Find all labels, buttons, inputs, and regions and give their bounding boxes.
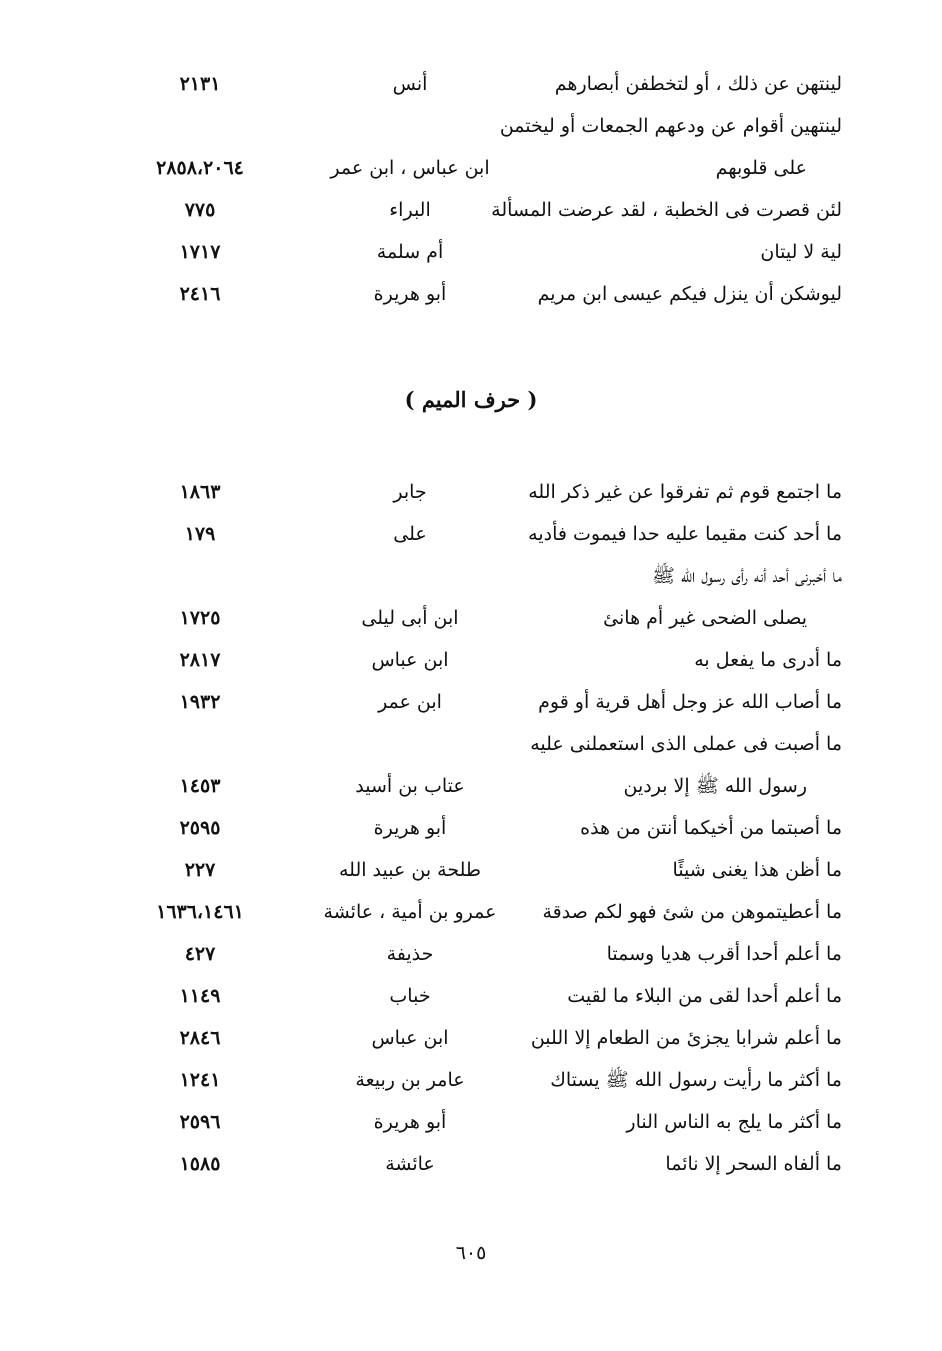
index-entry bbox=[0, 1018, 942, 1058]
hadith-text: ما أصبت فى عملى الذى استعملنى عليه bbox=[530, 733, 842, 755]
hadith-text: ما أعطيتموهن من شئ فهو لكم صدقة bbox=[542, 901, 842, 923]
hadith-text: ما اجتمع قوم ثم تفرقوا عن غير ذكر الله bbox=[528, 481, 842, 503]
hadith-number: ١٨٦٣ bbox=[179, 481, 221, 503]
index-entry bbox=[0, 106, 942, 146]
hadith-number: ٤٢٧ bbox=[184, 943, 216, 965]
index-entry bbox=[0, 1102, 942, 1142]
narrator: على bbox=[393, 523, 427, 545]
narrator: عمرو بن أمية ، عائشة bbox=[323, 901, 497, 923]
hadith-text: ما أحد كنت مقيما عليه حدا فيموت فأديه bbox=[528, 523, 842, 545]
hadith-number: ٢١٣١ bbox=[179, 73, 221, 95]
hadith-text: لينتهن عن ذلك ، أو لتخطفن أبصارهم bbox=[554, 73, 842, 95]
index-entry bbox=[0, 850, 942, 890]
narrator: أبو هريرة bbox=[373, 817, 447, 839]
hadith-number: ١٦٣٦،١٤٦١ bbox=[156, 901, 244, 923]
index-entry bbox=[0, 148, 942, 188]
hadith-text: ما أدرى ما يفعل به bbox=[694, 649, 842, 671]
narrator: البراء bbox=[389, 199, 431, 221]
index-entry bbox=[0, 766, 942, 806]
index-entry bbox=[0, 274, 942, 314]
hadith-number: ٢٢٧ bbox=[184, 859, 216, 881]
narrator: أنس bbox=[392, 73, 428, 95]
narrator: عامر بن ربيعة bbox=[355, 1069, 465, 1091]
hadith-number: ٢٥٩٥ bbox=[179, 817, 221, 839]
section-heading: ( حرف الميم ) bbox=[404, 387, 538, 412]
hadith-text: ما أظن هذا يغنى شيئًا bbox=[672, 859, 842, 881]
narrator: ابن عباس bbox=[371, 1027, 449, 1049]
hadith-number: ٢٥٩٦ bbox=[179, 1111, 221, 1133]
index-entry bbox=[0, 598, 942, 638]
narrator: ابن عباس bbox=[371, 649, 449, 671]
narrator: أبو هريرة bbox=[373, 283, 447, 305]
narrator: خباب bbox=[389, 985, 431, 1007]
narrator: ابن أبى ليلى bbox=[361, 607, 459, 629]
hadith-number: ١٤٥٣ bbox=[179, 775, 221, 797]
narrator: جابر bbox=[393, 481, 427, 503]
hadith-text: يصلى الضحى غير أم هانئ bbox=[603, 607, 807, 629]
hadith-text: لينتهين أقوام عن ودعهم الجمعات أو ليختمن bbox=[499, 115, 842, 137]
hadith-text: ما أعلم أحدا أقرب هديا وسمتا bbox=[606, 943, 842, 965]
index-entry bbox=[0, 472, 942, 512]
page-number: ٦٠٥ bbox=[455, 1242, 487, 1264]
hadith-text: ما أصاب الله عز وجل أهل قرية أو قوم bbox=[538, 691, 842, 713]
index-entry bbox=[0, 556, 942, 596]
narrator: ابن عباس ، ابن عمر bbox=[330, 157, 490, 179]
index-entry bbox=[0, 64, 942, 104]
index-entry bbox=[0, 682, 942, 722]
hadith-text: ما أصبتما من أخيكما أنتن من هذه bbox=[580, 817, 842, 839]
hadith-text: ما أعلم شرابا يجزئ من الطعام إلا اللبن bbox=[530, 1027, 842, 1049]
hadith-number: ١٩٣٢ bbox=[179, 691, 221, 713]
narrator: أبو هريرة bbox=[373, 1111, 447, 1133]
hadith-text: ما ألفاه السحر إلا نائما bbox=[665, 1153, 842, 1175]
index-entry bbox=[0, 514, 942, 554]
hadith-number: ١٧٩ bbox=[184, 523, 216, 545]
index-entry bbox=[0, 1144, 942, 1184]
index-entry bbox=[0, 232, 942, 272]
index-entry bbox=[0, 976, 942, 1016]
narrator: عتاب بن أسيد bbox=[355, 775, 465, 797]
index-entry bbox=[0, 934, 942, 974]
hadith-text: ليوشكن أن ينزل فيكم عيسى ابن مريم bbox=[537, 283, 842, 305]
hadith-number: ٢٨٥٨،٢٠٦٤ bbox=[156, 157, 244, 179]
narrator: أم سلمة bbox=[376, 241, 444, 263]
hadith-text: ما أعلم أحدا لقى من البلاء ما لقيت bbox=[567, 985, 842, 1007]
narrator: حذيفة bbox=[386, 943, 434, 965]
hadith-text: لئن قصرت فى الخطبة ، لقد عرضت المسألة bbox=[491, 199, 842, 221]
hadith-number: ٢٤١٦ bbox=[179, 283, 221, 305]
index-entry bbox=[0, 190, 942, 230]
hadith-text: لية لا ليتان bbox=[760, 241, 842, 263]
hadith-text: ما أخبرنى أحد أنه رأى رسول الله ﷺ bbox=[651, 565, 842, 587]
hadith-number: ٢٨١٧ bbox=[179, 649, 221, 671]
hadith-text: على قلوبهم bbox=[715, 157, 807, 179]
index-entry bbox=[0, 724, 942, 764]
index-entry bbox=[0, 1060, 942, 1100]
index-entry bbox=[0, 640, 942, 680]
hadith-number: ١٥٨٥ bbox=[179, 1153, 221, 1175]
narrator: عائشة bbox=[385, 1153, 435, 1175]
hadith-number: ١١٤٩ bbox=[179, 985, 221, 1007]
index-entry bbox=[0, 808, 942, 848]
hadith-number: ١٧٢٥ bbox=[179, 607, 221, 629]
narrator: طلحة بن عبيد الله bbox=[338, 859, 482, 881]
hadith-text: رسول الله ﷺ إلا بردين bbox=[623, 775, 807, 797]
hadith-number: ٢٨٤٦ bbox=[179, 1027, 221, 1049]
hadith-text: ما أكثر ما رأيت رسول الله ﷺ يستاك bbox=[550, 1069, 842, 1091]
hadith-number: ١٧١٧ bbox=[179, 241, 221, 263]
narrator: ابن عمر bbox=[378, 691, 442, 713]
hadith-number: ١٢٤١ bbox=[179, 1069, 221, 1091]
hadith-text: ما أكثر ما يلج به الناس النار bbox=[626, 1111, 842, 1133]
index-entry bbox=[0, 892, 942, 932]
hadith-number: ٧٧٥ bbox=[184, 199, 216, 221]
